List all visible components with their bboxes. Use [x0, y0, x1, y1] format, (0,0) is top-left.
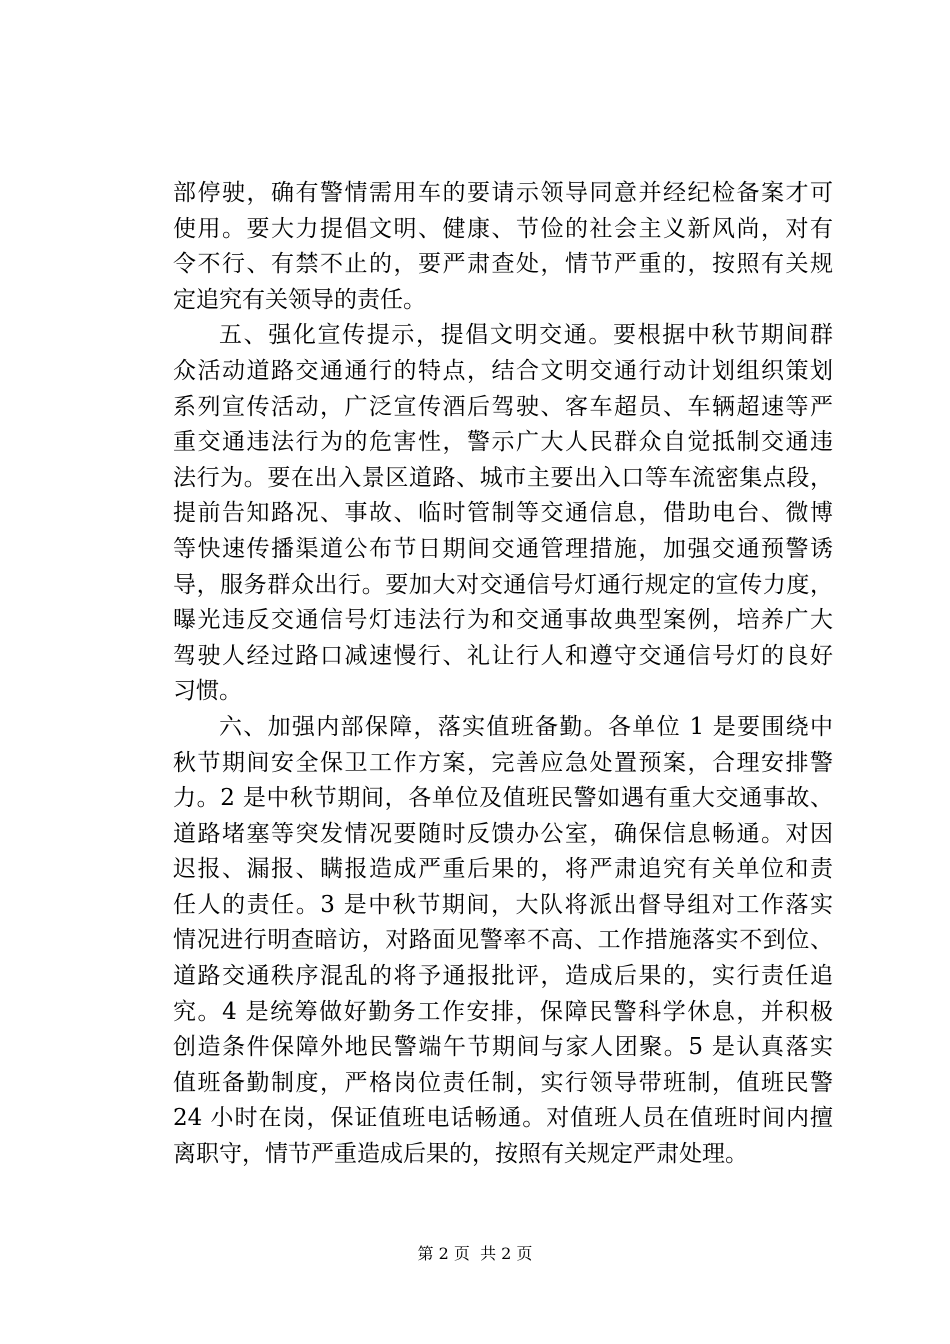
text-line: 使用。要大力提倡文明、健康、节俭的社会主义新风尚，对有	[173, 215, 833, 242]
text-line: 任人的责任。3 是中秋节期间，大队将派出督导组对工作落实	[173, 891, 833, 918]
text-line: 力。2 是中秋节期间，各单位及值班民警如遇有重大交通事故、	[173, 785, 833, 812]
text-line: 习惯。	[173, 678, 242, 705]
text-line: 等快速传播渠道公布节日期间交通管理措施，加强交通预警诱	[173, 535, 833, 562]
text-line: 系列宣传活动，广泛宣传酒后驾驶、客车超员、车辆超速等严	[173, 393, 833, 420]
text-line: 令不行、有禁不止的，要严肃查处，情节严重的，按照有关规	[173, 251, 833, 278]
text-line: 创造条件保障外地民警端午节期间与家人团聚。5 是认真落实	[173, 1034, 833, 1061]
page-number-footer: 第 2 页 共 2 页	[417, 1244, 533, 1263]
text-line: 众活动道路交通通行的特点，结合文明交通行动计划组织策划	[173, 357, 833, 384]
text-line: 重交通违法行为的危害性，警示广大人民群众自觉抵制交通违	[173, 429, 833, 456]
text-line: 法行为。要在出入景区道路、城市主要出入口等车流密集点段，	[173, 464, 833, 491]
document-body	[173, 176, 833, 1173]
text-line: 道路交通秩序混乱的将予通报批评，造成后果的，实行责任追	[173, 963, 833, 990]
text-line: 情况进行明查暗访，对路面见警率不高、工作措施落实不到位、	[173, 927, 833, 954]
text-line: 道路堵塞等突发情况要随时反馈办公室，确保信息畅通。对因	[173, 820, 833, 847]
text-line: 值班备勤制度，严格岗位责任制，实行领导带班制，值班民警	[173, 1069, 833, 1096]
text-line: 离职守，情节严重造成后果的，按照有关规定严肃处理。	[173, 1141, 748, 1168]
text-line: 曝光违反交通信号灯违法行为和交通事故典型案例，培养广大	[173, 607, 833, 634]
text-line: 驾驶人经过路口减速慢行、礼让行人和遵守交通信号灯的良好	[173, 642, 833, 669]
text-line: 导，服务群众出行。要加大对交通信号灯通行规定的宣传力度，	[173, 571, 833, 598]
text-line: 24 小时在岗，保证值班电话畅通。对值班人员在值班时间内擅	[173, 1105, 833, 1132]
text-line: 究。4 是统筹做好勤务工作安排，保障民警科学休息，并积极	[173, 998, 833, 1025]
text-line: 迟报、漏报、瞒报造成严重后果的，将严肃追究有关单位和责	[173, 856, 833, 883]
text-line: 提前告知路况、事故、临时管制等交通信息，借助电台、微博	[173, 500, 833, 527]
text-line: 部停驶，确有警情需用车的要请示领导同意并经纪检备案才可	[173, 180, 833, 206]
section-six-heading-line: 六、加强内部保障，落实值班备勤。各单位 1 是要围绕中	[219, 713, 833, 740]
section-five-heading-line: 五、强化宣传提示，提倡文明交通。要根据中秋节期间群	[219, 322, 833, 349]
text-line: 秋节期间安全保卫工作方案，完善应急处置预案，合理安排警	[173, 749, 833, 776]
text-line: 定追究有关领导的责任。	[173, 286, 426, 313]
